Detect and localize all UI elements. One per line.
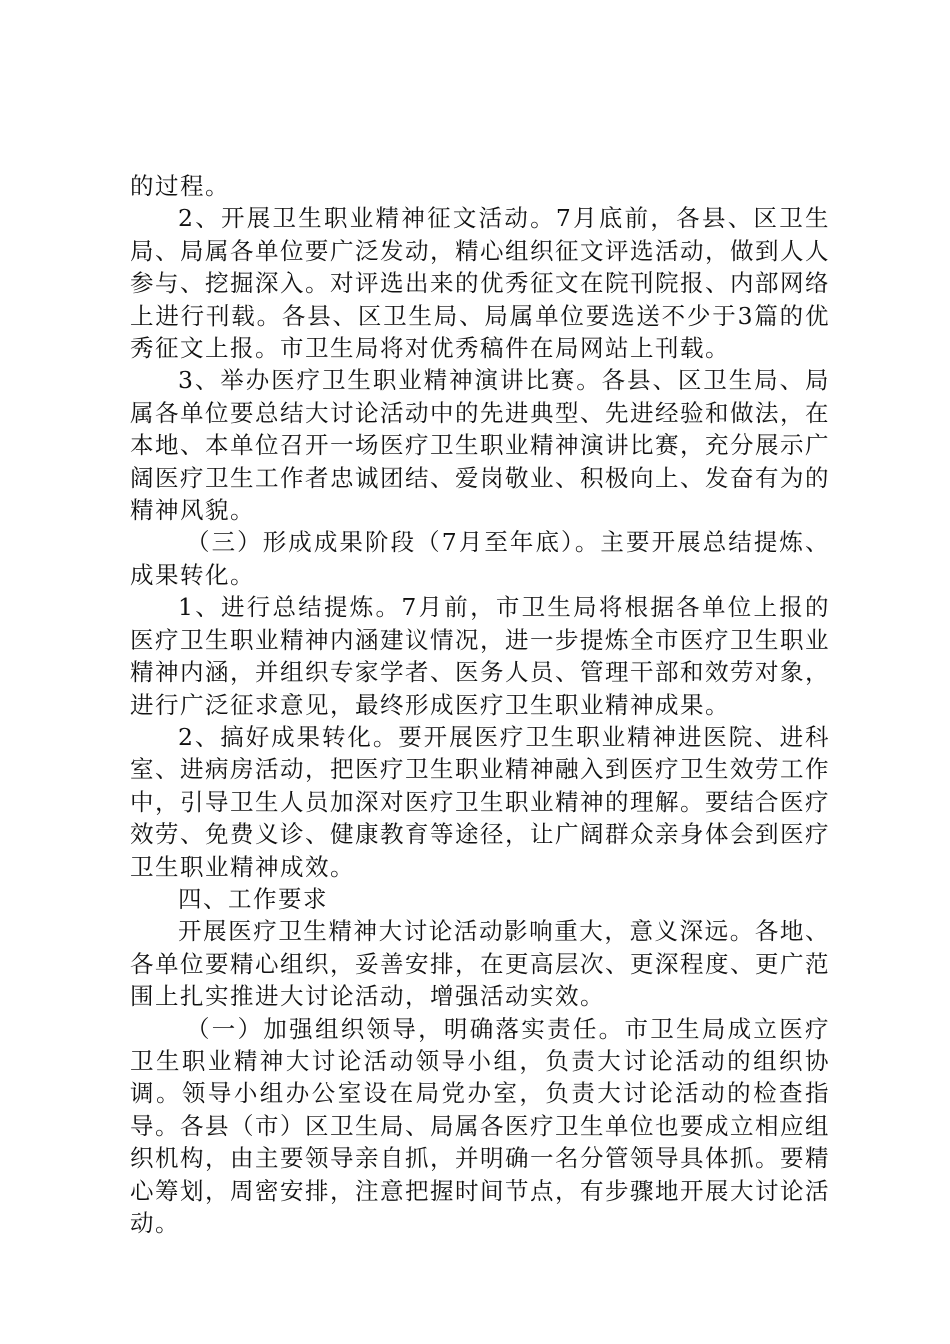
section-heading-work-requirements: 四、工作要求 — [178, 884, 328, 913]
section-heading-results-stage: （三）形成成果阶段（7月至年底）。主要开展总结提炼、成果转化。 — [130, 528, 830, 589]
document-page — [130, 170, 830, 1239]
paragraph-requirements-intro: 开展医疗卫生精神大讨论活动影响重大，意义深远。各地、各单位要精心组织，妥善安排，在更高层次、更深程度、更广范围上扎实推进大讨论活动，增强活动实效。 — [130, 917, 830, 1011]
paragraph-continuation: 的过程。 — [130, 172, 230, 200]
paragraph-essay-activity: 2、开展卫生职业精神征文活动。7月底前，各县、区卫生局、局属各单位要广泛发动，精心组织征文评选活动，做到人人参与、挖掘深入。对评选出来的优秀征文在院刊院报、内部网络上进行刊载。各县、区卫生局、局属单位要选送不少于3篇的优秀征文上报。市卫生局将对优秀稿件在局网站上刊载。 — [130, 204, 830, 363]
paragraph-speech-contest: 3、举办医疗卫生职业精神演讲比赛。各县、区卫生局、局属各单位要总结大讨论活动中的先进典型、先进经验和做法，在本地、本单位召开一场医疗卫生职业精神演讲比赛，充分展示广阔医疗卫生工作者忠诚团结、爱岗敬业、积极向上、发奋有为的精神风貌。 — [130, 366, 830, 525]
paragraph-summary-refine: 1、进行总结提炼。7月前，市卫生局将根据各单位上报的医疗卫生职业精神内涵建议情况，进一步提炼全市医疗卫生职业精神内涵，并组织专家学者、医务人员、管理干部和效劳对象，进行广泛征求意见，最终形成医疗卫生职业精神成果。 — [130, 593, 830, 719]
paragraph-organization-leadership: （一）加强组织领导，明确落实责任。市卫生局成立医疗卫生职业精神大讨论活动领导小组，负责大讨论活动的组织协调。领导小组办公室设在局党办室，负责大讨论活动的检查指导。各县（市）区卫生局、局属各医疗卫生单位也要成立相应组织机构，由主要领导亲自抓，并明确一名分管领导具体抓。要精心筹划，周密安排，注意把握时间节点，有步骤地开展大讨论活动。 — [130, 1014, 830, 1237]
paragraph-results-transform: 2、搞好成果转化。要开展医疗卫生职业精神进医院、进科室、进病房活动，把医疗卫生职业精神融入到医疗卫生效劳工作中，引导卫生人员加深对医疗卫生职业精神的理解。要结合医疗效劳、免费义诊、健康教育等途径，让广阔群众亲身体会到医疗卫生职业精神成效。 — [130, 722, 830, 881]
